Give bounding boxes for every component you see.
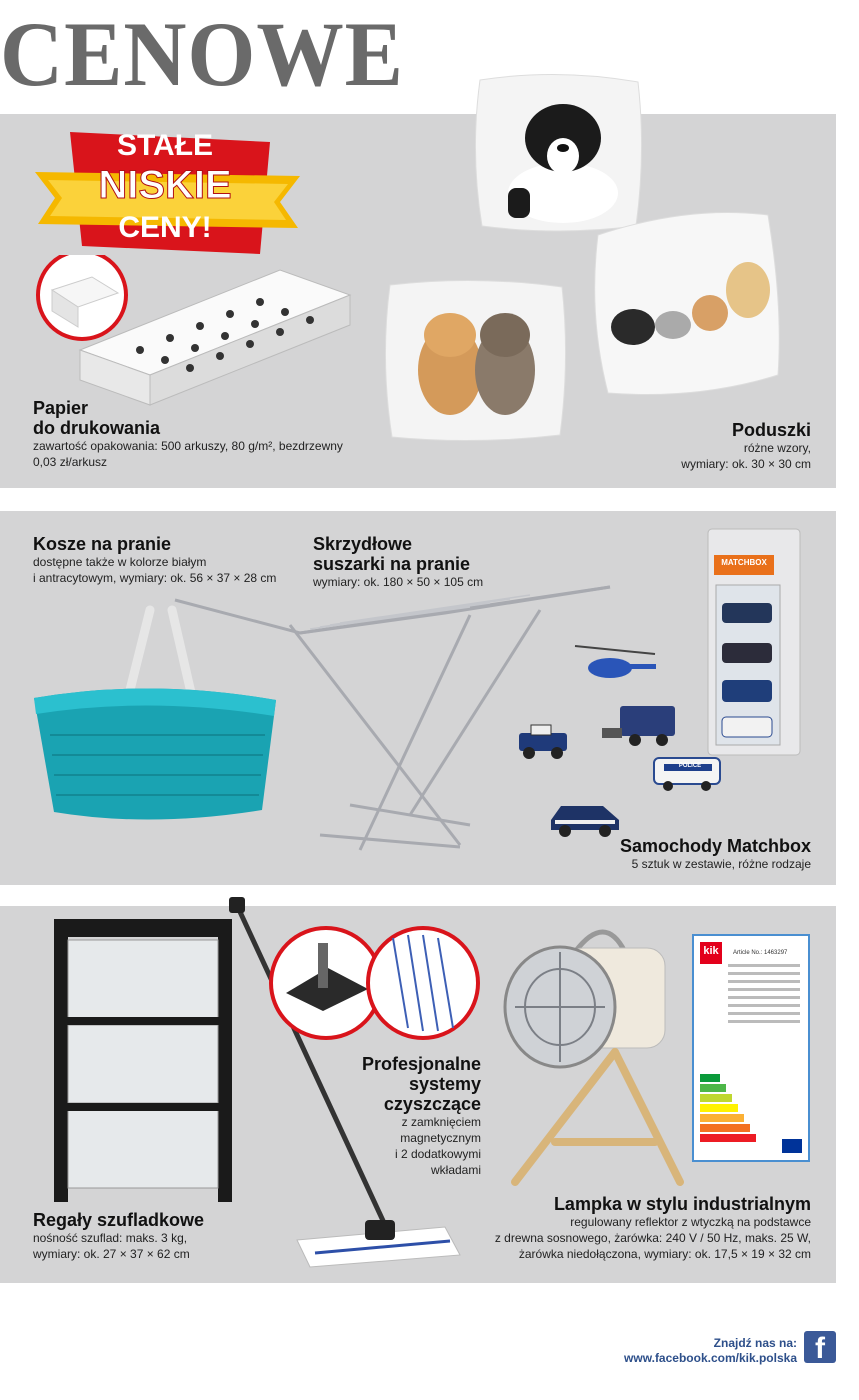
lamp-desc-line2: z drewna sosnowego, żarówka: 240 V / 50 Hz, maks. 25 W, (494, 1231, 811, 1245)
drawers-desc-line1: nośność szuflad: maks. 3 kg, (33, 1231, 188, 1245)
baskets-description (33, 554, 276, 586)
badge-line1: STAŁE (116, 129, 214, 162)
mop-desc-line2: magnetycznym (400, 1131, 481, 1145)
toy-truck-trailer-image (600, 700, 680, 750)
paper-title-line1: Papier (33, 398, 89, 418)
pillows-title: Poduszki (731, 420, 811, 440)
paper-title (33, 398, 160, 438)
lamp-desc-line3: żarówka niedołączona, wymiary: ok. 17,5 × 19 × 32 cm (518, 1247, 811, 1261)
industrial-lamp-image (495, 912, 695, 1192)
pillow-pets-image (588, 205, 788, 400)
paper-title-line2: do drukowania (33, 418, 161, 438)
badge-line3: CENY! (118, 211, 212, 244)
matchbox-box-label: MATCHBOX (721, 558, 767, 567)
facebook-find-us: Znajdź nas na: (713, 1336, 797, 1350)
facebook-icon[interactable]: f (804, 1331, 836, 1363)
toy-police-label: POLICE (678, 763, 702, 769)
mop-desc-line1: z zamknięciem (401, 1115, 481, 1129)
pillows-desc-line1: różne wzory, (743, 441, 811, 455)
mop-detail-circles-icon (268, 923, 483, 1043)
mop-title-line2: systemy (408, 1074, 481, 1094)
paper-description (33, 438, 343, 470)
dryer-title-line1: Skrzydłowe (313, 534, 413, 554)
pillows-description (681, 440, 811, 472)
energy-label-logo: kik (703, 945, 719, 957)
paper-desc-line1: zawartość opakowania: 500 arkuszy, 80 g/m², bezdrzewny (33, 439, 343, 453)
mop-desc-line4: wkładami (430, 1163, 481, 1177)
paper-desc-line2: 0,03 zł/arkusz (33, 455, 108, 469)
matchbox-description: 5 sztuk w zestawie, różne rodzaje (631, 857, 811, 871)
baskets-desc-line2: i antracytowym, wymiary: ok. 56 × 37 × 28 cm (33, 571, 277, 585)
drawers-desc-line2: wymiary: ok. 27 × 37 × 62 cm (33, 1247, 190, 1261)
toy-police-van-image (650, 752, 725, 794)
dryer-title (313, 534, 470, 574)
pillows-desc-line2: wymiary: ok. 30 × 30 cm (681, 457, 811, 471)
page-headline: CENOWE (0, 3, 404, 105)
dryer-description: wymiary: ok. 180 × 50 × 105 cm (313, 575, 484, 589)
facebook-text[interactable] (624, 1336, 797, 1366)
matchbox-title: Samochody Matchbox (619, 836, 811, 856)
mop-title-line3: czyszczące (383, 1094, 481, 1114)
lamp-desc-line1: regulowany reflektor z wtyczką na podstawce (570, 1215, 811, 1229)
drawers-description (33, 1230, 190, 1262)
mop-description (395, 1114, 481, 1178)
lamp-description (495, 1214, 811, 1262)
energy-label-image (692, 934, 810, 1162)
badge-line2: NISKIE (98, 163, 232, 207)
toy-jeep-image (513, 723, 573, 763)
baskets-title: Kosze na pranie (33, 534, 172, 554)
mop-title-line1: Profesjonalne (361, 1054, 481, 1074)
mop-title (362, 1054, 481, 1114)
energy-label-article: Article No.: 1463297 (733, 950, 788, 956)
paper-ream-image (30, 255, 360, 415)
drawers-title: Regały szufladkowe (33, 1210, 205, 1230)
baskets-desc-line1: dostępne także w kolorze białym (33, 555, 207, 569)
lamp-title: Lampka w stylu industrialnym (553, 1194, 811, 1214)
dryer-title-line2: suszarki na pranie (313, 554, 471, 574)
pillow-cats-image (380, 275, 570, 445)
mop-desc-line3: i 2 dodatkowymi (394, 1147, 481, 1161)
toy-helicopter-image (570, 640, 660, 690)
drawer-unit-image (50, 915, 235, 1205)
facebook-url-link[interactable]: www.facebook.com/kik.polska (624, 1351, 797, 1365)
toy-suv-image (545, 800, 625, 840)
